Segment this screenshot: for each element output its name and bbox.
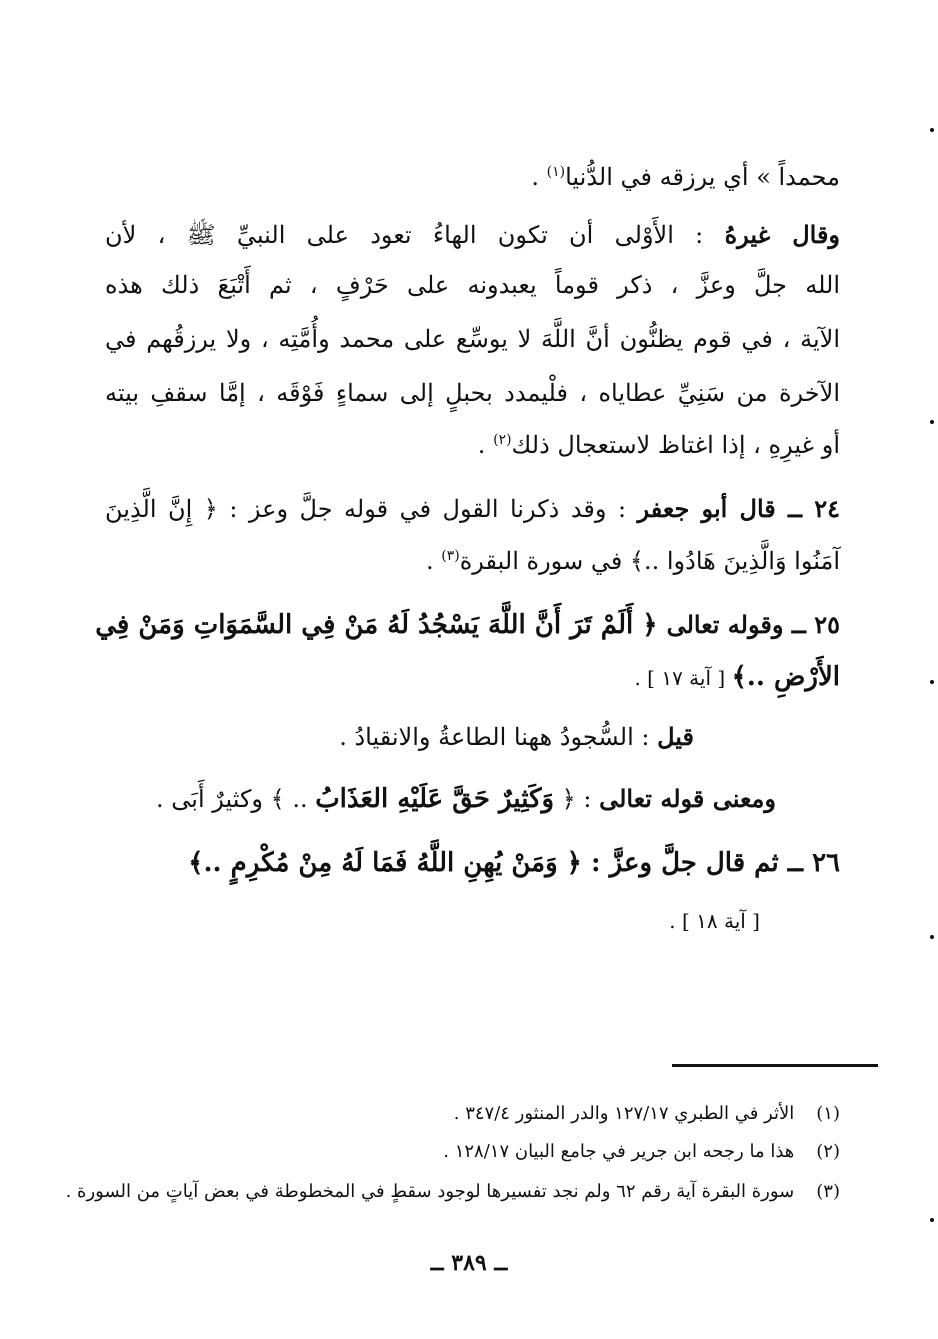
- section-25-line: [339, 720, 694, 754]
- speaker-label: ومعنى قوله تعالى: [599, 784, 776, 813]
- paragraph-line: [478, 428, 840, 462]
- line-text: الله جلَّ وعزَّ ، ذكر قوماً يعبدونه على حَرْفٍ ، ثم أَتْبَعَ ذلك هذه: [105, 271, 840, 299]
- margin-mark: [930, 680, 934, 684]
- line-text: محمداً » أي يرزقه في الدُّنيا: [565, 163, 840, 191]
- line-text: : ﴿: [554, 785, 600, 813]
- verse-text: الأَرْضِ ..﴾: [731, 662, 840, 692]
- line-text: : الأَوْلى أن تكون الهاءُ تعود على النبيِّ ﷺ ، لأن: [105, 221, 725, 249]
- line-end: .: [531, 163, 547, 191]
- footnote-number: (٣): [816, 1181, 840, 1202]
- section-24-line: [426, 544, 840, 578]
- verse-text: ﴿ أَلَمْ تَرَ أَنَّ اللَّهَ يَسْجُدُ لَهُ مَنْ فِي السَّمَوَاتِ وَمَنْ فِي: [95, 610, 667, 640]
- line-text: أو غيرِهِ ، إذا اغتاظ لاستعجال ذلك: [511, 431, 840, 459]
- margin-mark: [930, 1218, 934, 1222]
- margin-mark: [930, 420, 934, 424]
- footnote: [443, 1138, 840, 1166]
- footnote-ref: (٢): [493, 432, 512, 448]
- footnote-rule: [672, 1064, 878, 1067]
- footnote-text: سورة البقرة آية رقم ٦٢ ولم نجد تفسيرها لوجود سقطٍ في المخطوطة في بعض آياتٍ من السورة .: [65, 1181, 795, 1202]
- verse-text: وَكَثِيرٌ حَقَّ عَلَيْهِ العَذَابُ: [315, 784, 555, 814]
- footnote-text: الأثر في الطبري ١٢٧/١٧ والدر المنثور ٣٤٧/٤ .: [453, 1103, 795, 1124]
- line-text: : السُّجودُ ههنا الطاعةُ والانقيادُ .: [339, 723, 658, 751]
- line-text: آمَنُوا وَالَّذِينَ هَادُوا ..﴾ في سورة البقرة: [459, 547, 840, 575]
- paragraph-line: [105, 322, 840, 356]
- footnote-ref: (٣): [441, 548, 460, 564]
- section-25-line: [156, 782, 776, 816]
- line-end: .: [425, 547, 442, 575]
- footnote-number: (٢): [816, 1141, 840, 1162]
- speaker-label: قيل: [657, 722, 694, 751]
- verse-ref: [ آية ١٨ ] .: [669, 909, 760, 933]
- paragraph-line: [105, 376, 840, 410]
- speaker-label: وقال غيرهُ: [724, 220, 840, 249]
- section-24-line: [105, 492, 840, 526]
- paragraph-line: [105, 268, 840, 302]
- line-text: الآية ، في قوم يظنُّون أنَّ اللَّهَ لا يوسِّع على محمد وأُمَّتِه ، ولا يرزقُهم في: [105, 325, 840, 353]
- footnote-number: (١): [816, 1103, 840, 1124]
- section-25-line: [95, 608, 840, 642]
- footnote-text: هذا ما رجحه ابن جرير في جامع البيان ١٢٨/١٧ .: [443, 1141, 795, 1162]
- line-text: ٢٦ ــ ثم قال جلَّ وعزَّ : ﴿ وَمَنْ يُهِنِ اللَّهُ فَمَا لَهُ مِنْ مُكْرِمٍ ..﴾: [188, 848, 840, 878]
- margin-mark: [930, 128, 934, 132]
- paragraph-line: [105, 218, 840, 252]
- section-26-line: [188, 846, 840, 880]
- line-end: .. ﴾ وكثيرٌ أَبَى .: [156, 785, 316, 813]
- section-label: ٢٥ ــ وقوله تعالى: [666, 610, 840, 639]
- section-26-line: [669, 904, 760, 938]
- footnote: [454, 1100, 840, 1128]
- section-25-line: [634, 660, 840, 695]
- verse-ref: [ آية ١٧ ] .: [634, 666, 732, 690]
- line-text: الآخرة من سَنِيِّ عطاياه ، فلْيمدد بحبلٍ إلى سماءٍ فَوْقَه ، إمَّا سقفِ بيته: [105, 379, 840, 407]
- page-number: ــ ٣٨٩ ــ: [430, 1250, 508, 1276]
- text-line: [531, 160, 840, 194]
- line-text: : وقد ذكرنا القول في قوله جلَّ وعز : ﴿ إِنَّ الَّذِينَ: [105, 495, 638, 523]
- line-end: .: [477, 431, 494, 459]
- footnote: [66, 1178, 840, 1206]
- footnote-ref: (١): [546, 164, 566, 180]
- margin-mark: [930, 935, 934, 939]
- section-label: ٢٤ ــ قال أبو جعفر: [637, 494, 841, 523]
